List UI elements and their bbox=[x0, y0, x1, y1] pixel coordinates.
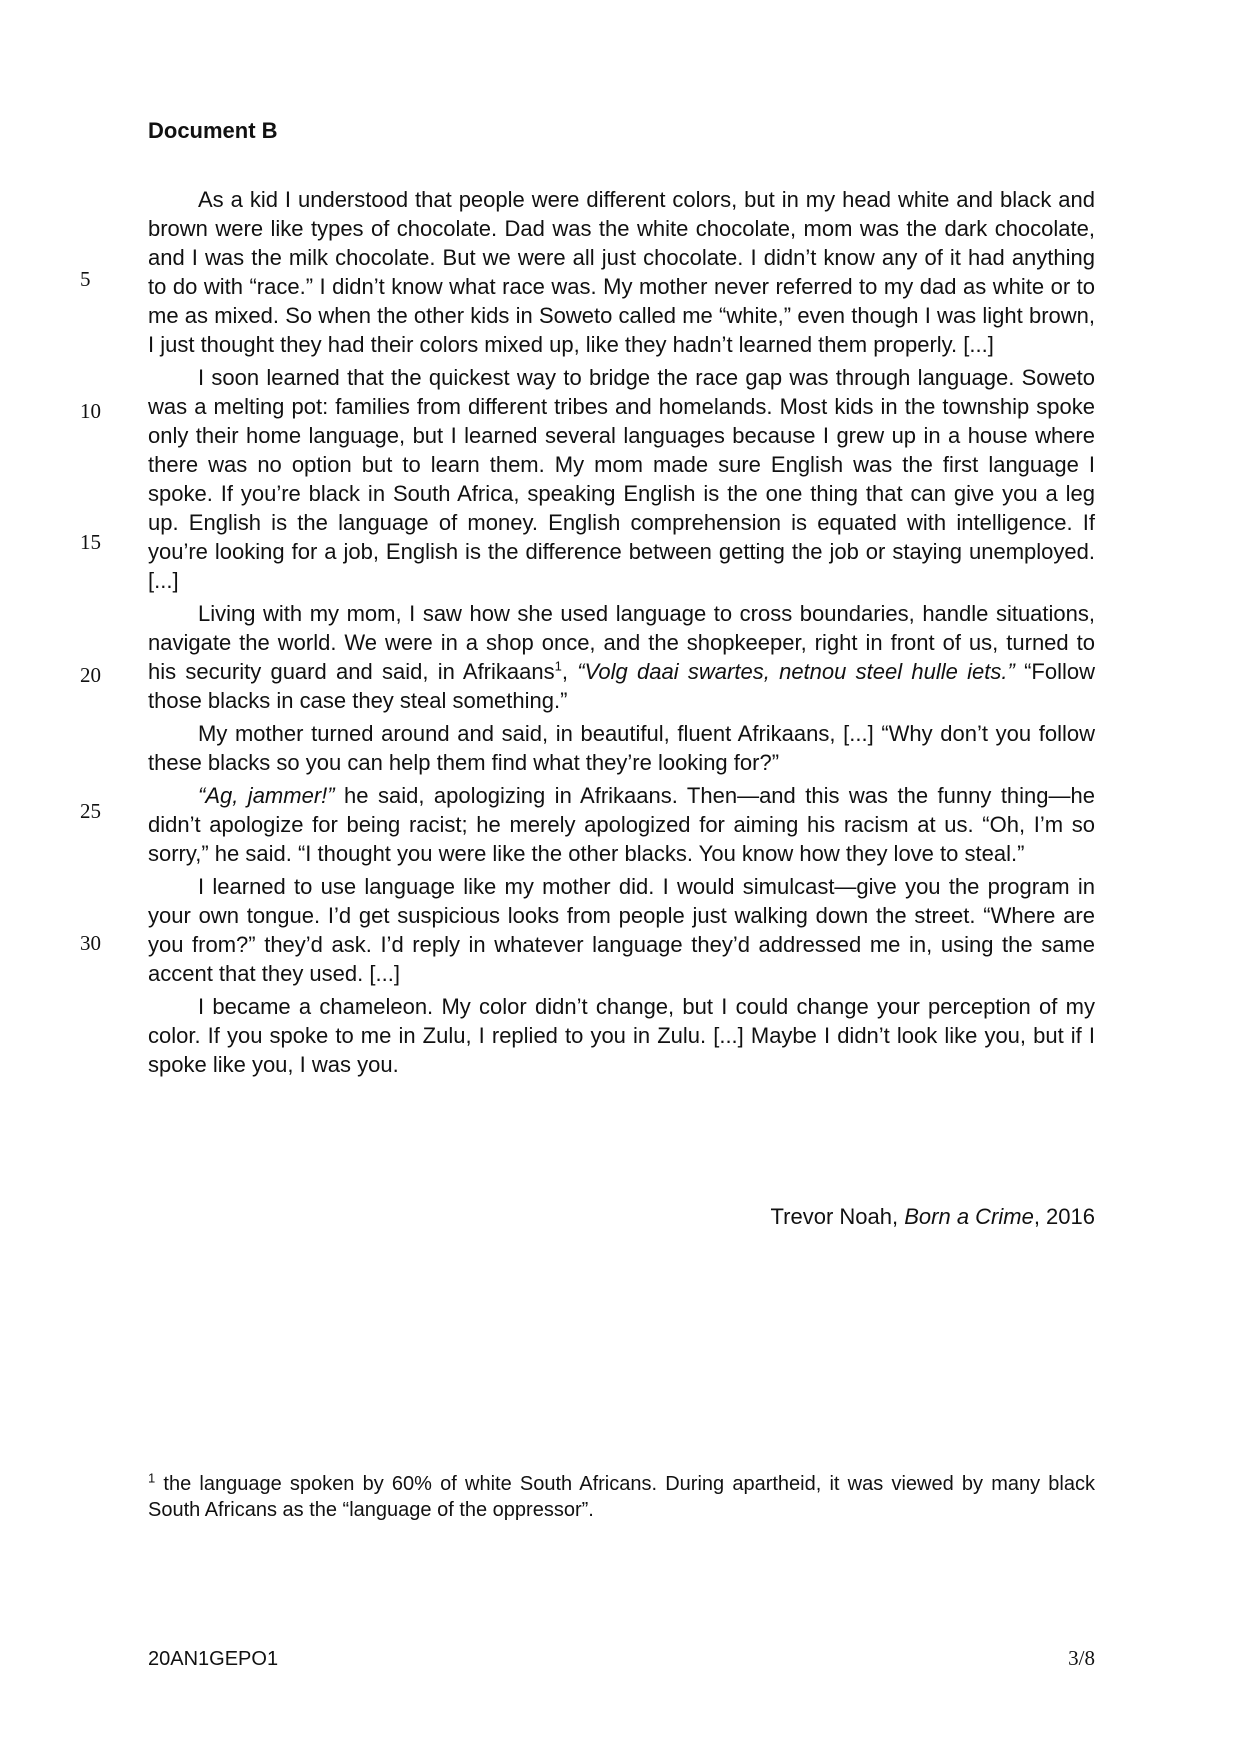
paragraph-text: , bbox=[561, 659, 578, 684]
paragraph: I became a chameleon. My color didn’t change, but I could change your perception of my color. If you spoke to me in Zulu, I replied to you in Zulu. [...] Maybe I didn’t look like you, but if I spoke like you, I was you. bbox=[148, 994, 1095, 1077]
exam-code: 20AN1GEPO1 bbox=[148, 1648, 279, 1670]
line-number: 10 bbox=[80, 399, 101, 423]
line-number-column bbox=[0, 0, 120, 1754]
citation-year: , 2016 bbox=[1033, 1204, 1095, 1229]
excerpt-body bbox=[148, 185, 1095, 1083]
line-number: 25 bbox=[80, 799, 101, 823]
line-number: 15 bbox=[80, 530, 101, 554]
footnote bbox=[148, 1471, 1095, 1523]
line-number: 5 bbox=[80, 267, 91, 291]
footnote-reference: 1 bbox=[554, 658, 562, 674]
paragraph-text: he said, apologizing in Afrikaans. Then—and this was the funny thing—he didn’t apologize for being racist; he merely apologized for aiming his racism at us. “Oh, I’m so sorry,” he said. “I thought you were like the other blacks. You know how they love to steal.” bbox=[148, 783, 1095, 866]
paragraph bbox=[148, 781, 1095, 868]
paragraph-text: Living with my mom, I saw how she used language to cross boundaries, handle situations, navigate the world. We were in a shop once, and the shopkeeper, right in front of us, turned to his security guard and said, in Afrikaans bbox=[148, 601, 1095, 684]
paragraph: I learned to use language like my mother did. I would simulcast—give you the program in your own tongue. I’d get suspicious looks from people just walking down the street. “Where are you from?” they’d ask. I’d reply in whatever language they’d addressed me in, using the same accent that they used. [...] bbox=[148, 874, 1095, 986]
line-number: 20 bbox=[80, 663, 101, 687]
citation-work: Born a Crime bbox=[904, 1204, 1034, 1229]
paragraph bbox=[148, 599, 1095, 715]
page-number: 3/8 bbox=[1068, 1646, 1095, 1670]
paragraph: I soon learned that the quickest way to bridge the race gap was through language. Soweto was a melting pot: families from different tribes and homelands. Most kids in the township spoke only their home language, but I learned several languages because I grew up in a house where there was no option but to learn them. My mom made sure English was the first language I spoke. If you’re black in South Africa, speaking English is the one thing that can give you a leg up. English is the language of money. English comprehension is equated with intelligence. If you’re looking for a job, English is the difference between getting the job or staying unemployed. [...] bbox=[148, 365, 1095, 593]
paragraph: As a kid I understood that people were different colors, but in my head white and black and brown were like types of chocolate. Dad was the white chocolate, mom was the dark chocolate, and I was the milk chocolate. But we were all just chocolate. I didn’t know any of it had anything to do with “race.” I didn’t know what race was. My mother never referred to my dad as white or to me as mixed. So when the other kids in Soweto called me “white,” even though I was light brown, I just thought they had their colors mixed up, like they hadn’t learned them properly. [...] bbox=[148, 187, 1095, 357]
line-number: 30 bbox=[80, 931, 101, 955]
document-title: Document B bbox=[148, 118, 278, 143]
afrikaans-quote: “Ag, jammer!” bbox=[198, 783, 335, 808]
paragraph: My mother turned around and said, in beautiful, fluent Afrikaans, [...] “Why don’t you follow these blacks so you can help them find what they’re looking for?” bbox=[148, 721, 1095, 775]
afrikaans-quote: “Volg daai swartes, netnou steel hulle iets.” bbox=[577, 659, 1015, 684]
footnote-text: the language spoken by 60% of white South Africans. During apartheid, it was viewed by many black South Africans as the “language of the oppressor”. bbox=[148, 1473, 1095, 1521]
footnote-marker: 1 bbox=[148, 1470, 156, 1486]
paragraph-text: “Follow those blacks in case they steal something.” bbox=[148, 659, 1095, 713]
citation-author: Trevor Noah, bbox=[770, 1204, 905, 1229]
source-citation bbox=[148, 1204, 1095, 1230]
